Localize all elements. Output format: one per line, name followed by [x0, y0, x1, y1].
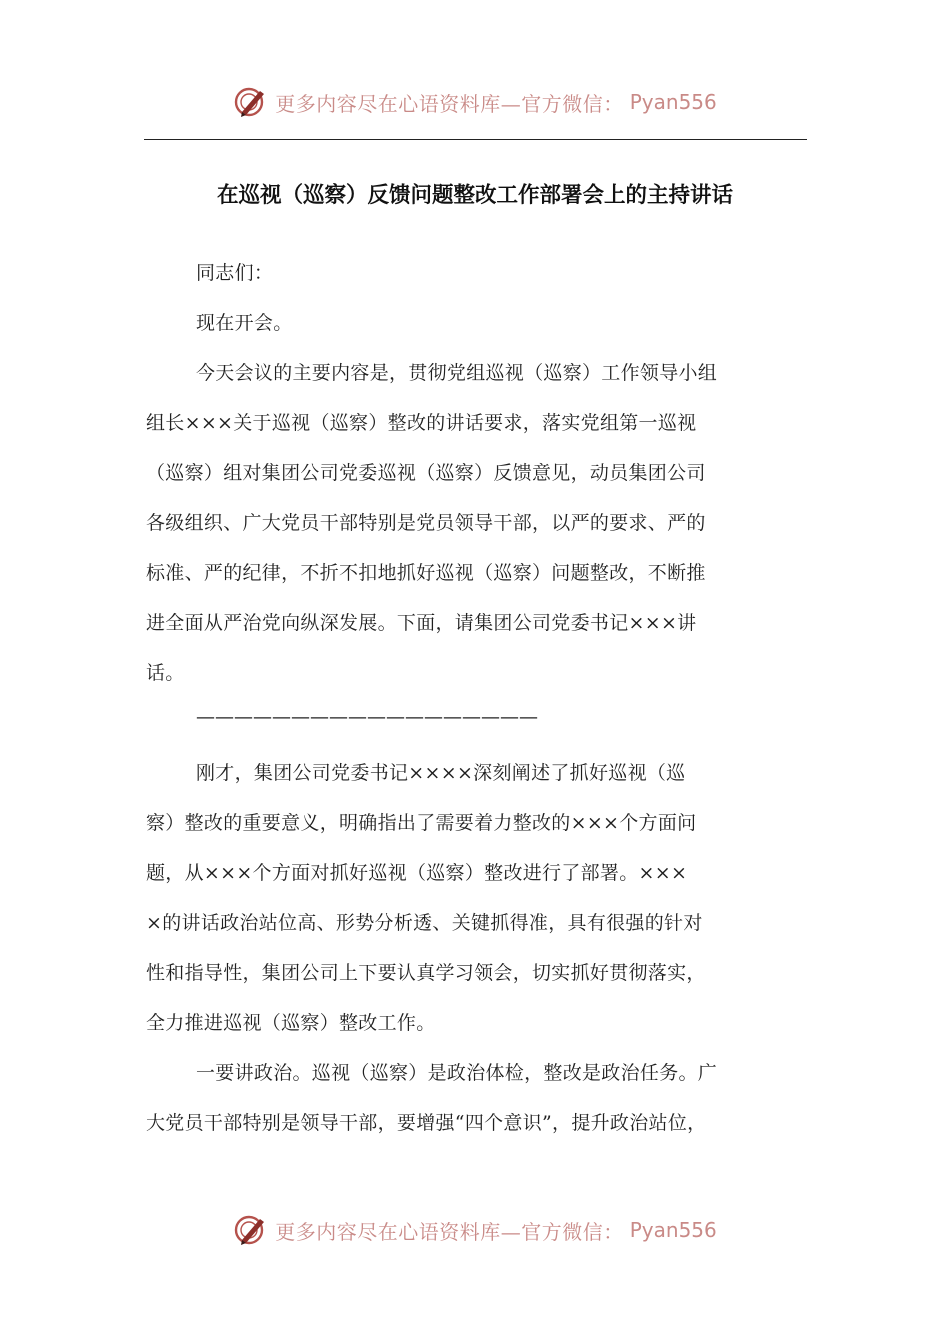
paragraph-line: 题，从×××个方面对抓好巡视（巡察）整改进行了部署。××× [146, 862, 688, 884]
paragraph-line: 话。 [146, 662, 185, 684]
paragraph-line: 各级组织、广大党员干部特别是党员领导干部，以严的要求、严的 [146, 512, 706, 534]
watermark-text: 更多内容尽在心语资料库—官方微信： [275, 1219, 624, 1244]
salutation: 同志们： [196, 262, 274, 284]
paragraph-line: 标准、严的纪律，不折不扣地抓好巡视（巡察）问题整改，不断推 [146, 562, 706, 584]
paragraph-line: （巡察）组对集团公司党委巡视（巡察）反馈意见，动员集团公司 [146, 462, 706, 484]
paragraph-line: 大党员干部特别是领导干部，要增强“四个意识”，提升政治站位， [146, 1112, 707, 1134]
header-watermark [0, 80, 950, 124]
paragraph-line: 一要讲政治。巡视（巡察）是政治体检，整改是政治任务。广 [196, 1062, 718, 1084]
paragraph-line: 性和指导性，集团公司上下要认真学习领会，切实抓好贯彻落实， [146, 962, 706, 984]
paragraph-line: ×的讲话政治站位高、形势分析透、关键抓得准，具有很强的针对 [146, 912, 703, 934]
watermark-handle: Pyan556 [629, 90, 717, 114]
paragraph-line: 察）整改的重要意义，明确指出了需要着力整改的×××个方面问 [146, 812, 697, 834]
watermark-text: 更多内容尽在心语资料库—官方微信： [275, 91, 624, 116]
document-title: 在巡视（巡察）反馈问题整改工作部署会上的主持讲话 [216, 183, 733, 208]
paragraph-line: 组长×××关于巡视（巡察）整改的讲话要求，落实党组第一巡视 [146, 412, 697, 434]
footer-watermark [0, 1208, 950, 1252]
paragraph-line: 刚才，集团公司党委书记××××深刻阐述了抓好巡视（巡 [196, 762, 686, 784]
paragraph-line: 今天会议的主要内容是，贯彻党组巡视（巡察）工作领导小组 [196, 362, 718, 384]
pen-logo-icon [233, 1212, 269, 1248]
watermark-handle: Pyan556 [629, 1218, 717, 1242]
pen-logo-icon [233, 84, 269, 120]
header-divider [144, 139, 807, 140]
section-separator: —————————————————— [196, 706, 538, 728]
paragraph-line: 进全面从严治党向纵深发展。下面，请集团公司党委书记×××讲 [146, 612, 697, 634]
paragraph-line: 全力推进巡视（巡察）整改工作。 [146, 1012, 436, 1034]
paragraph-line: 现在开会。 [196, 312, 293, 334]
